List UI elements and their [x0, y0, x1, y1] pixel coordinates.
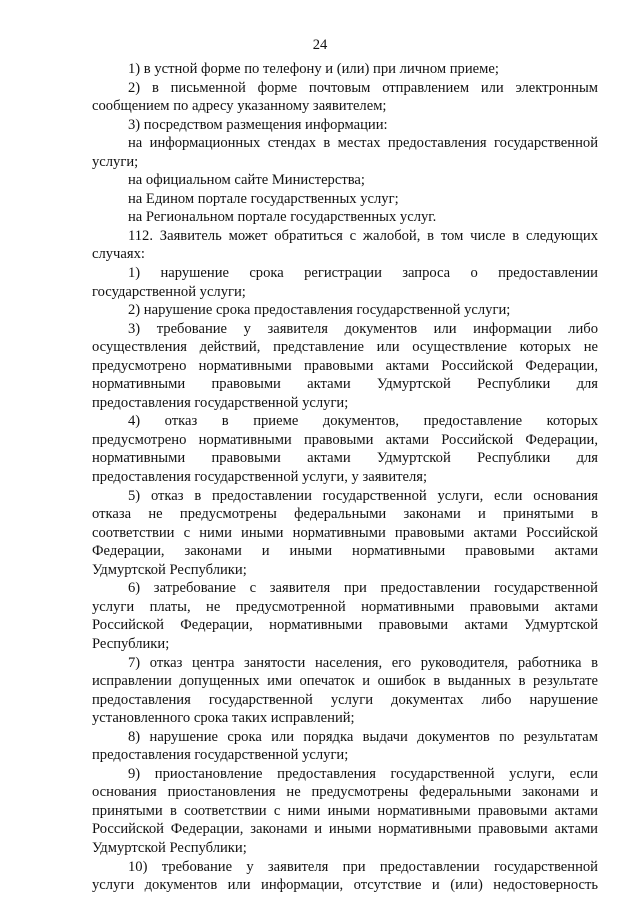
text-line: 5) отказ в предоставлении государственной услуги, если основания	[128, 487, 598, 504]
text-line: нормативными правовыми актами Удмуртской Республики для	[92, 376, 598, 393]
text-line: 3) посредством размещения информации:	[128, 116, 388, 133]
text-line: предоставления государственной услуги, у заявителя;	[92, 469, 428, 486]
text-line: 10) требование у заявителя при предоставлении государственной	[128, 858, 598, 875]
text-line: предусмотрено нормативными правовыми актами Российской Федерации,	[92, 431, 598, 448]
text-line: 4) отказ в приеме документов, предоставление которых	[128, 413, 598, 430]
text-line: отказа не предусмотрены федеральными законами и принятыми в	[92, 506, 598, 523]
text-line: соответствии с ними иными нормативными правовыми актами Российской	[92, 524, 598, 541]
text-line: услуги;	[92, 153, 139, 170]
page-number: 24	[312, 37, 328, 53]
text-line: 7) отказ центра занятости населения, его руководителя, работника в	[128, 654, 598, 671]
text-line: на Едином портале государственных услуг;	[128, 190, 399, 207]
text-line: 8) нарушение срока или порядка выдачи документов по результатам	[128, 728, 598, 745]
text-line: принятыми в соответствии с ними иными нормативными правовыми актами	[92, 802, 598, 819]
text-line: предусмотрено нормативными правовыми актами Российской Федерации,	[92, 357, 598, 374]
text-line: Удмуртской Республики;	[92, 839, 247, 856]
text-line: 112. Заявитель может обратиться с жалобой, в том числе в следующих	[128, 227, 598, 244]
text-line: услуги документов или информации, отсутствие и (или) недостоверность	[92, 877, 598, 894]
text-line: основания приостановления не предусмотрены федеральными законами и	[92, 784, 598, 801]
text-line: Удмуртской Республики;	[92, 561, 247, 578]
text-line: услуги платы, не предусмотренной нормативными правовыми актами	[92, 598, 598, 615]
text-line: предоставления государственной услуги;	[92, 394, 349, 411]
document-body	[92, 60, 598, 895]
text-line: 9) приостановление предоставления государственной услуги, если	[128, 765, 598, 782]
text-line: предоставления государственной услуги;	[92, 747, 349, 764]
text-line: предоставления государственной услуги документах либо нарушение	[92, 691, 598, 708]
text-line: на информационных стендах в местах предоставления государственной	[128, 135, 598, 152]
text-line: Российской Федерации, законами и иными нормативными правовыми актами	[92, 821, 598, 838]
text-line: 3) требование у заявителя документов или информации либо	[128, 320, 598, 337]
text-line: Российской Федерации, нормативными правовыми актами Удмуртской	[92, 617, 598, 634]
text-line: на Региональном портале государственных услуг.	[128, 209, 437, 226]
text-line: нормативными правовыми актами Удмуртской Республики для	[92, 450, 598, 467]
text-line: осуществления действий, представление или осуществление которых не	[92, 339, 598, 356]
text-line: Республики;	[92, 635, 170, 652]
text-line: исправлении допущенных ими опечаток и ошибок в выданных в результате	[92, 673, 598, 690]
text-line: 1) в устной форме по телефону и (или) при личном приеме;	[128, 61, 499, 77]
text-line: Федерации, законами и иными нормативными правовыми актами	[92, 543, 598, 560]
text-line: 2) в письменной форме почтовым отправлением или электронным	[128, 79, 598, 96]
text-line: 2) нарушение срока предоставления государственной услуги;	[128, 302, 511, 319]
text-line: 1) нарушение срока регистрации запроса о предоставлении	[128, 265, 598, 282]
text-line: сообщением по адресу указанному заявителем;	[92, 98, 387, 115]
text-line: 6) затребование с заявителя при предоставлении государственной	[128, 580, 598, 597]
text-line: случаях:	[92, 246, 145, 263]
text-line: государственной услуги;	[92, 283, 246, 300]
text-line: установленного срока таких исправлений;	[92, 710, 355, 727]
text-line: на официальном сайте Министерства;	[128, 172, 365, 189]
